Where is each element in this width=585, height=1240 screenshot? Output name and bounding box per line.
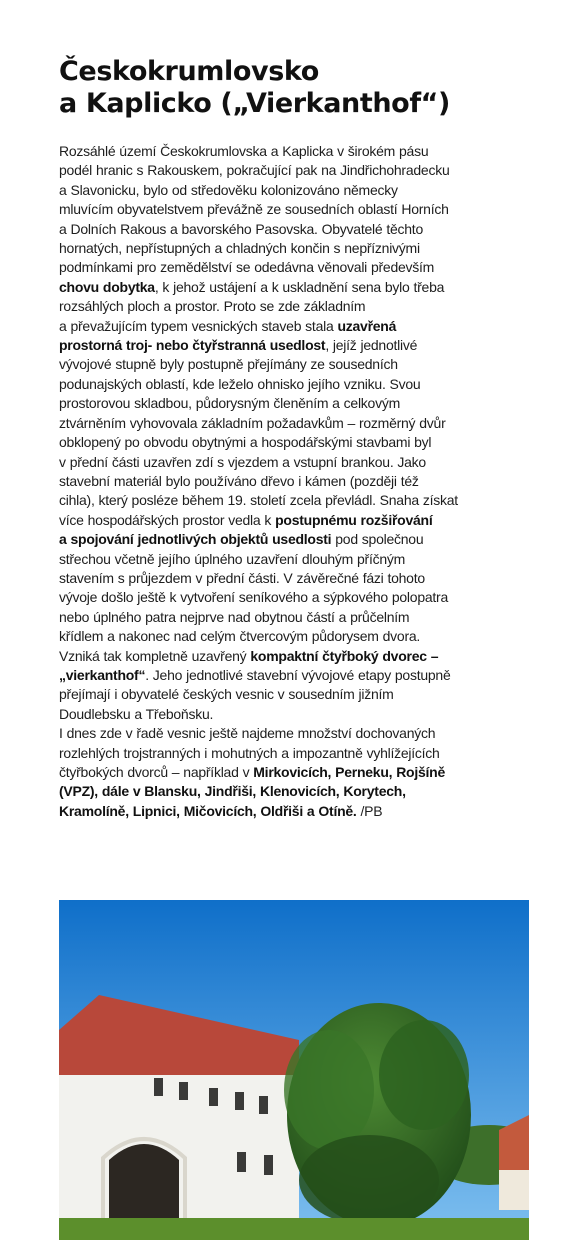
body-line [59, 666, 529, 685]
body-text-segment: cihla), který posléze během 19. století zcela převládl. Snaha získat [59, 492, 458, 509]
body-line [59, 375, 529, 394]
body-line [59, 569, 529, 588]
body-text-segment: Vzniká tak kompletně uzavřený [59, 647, 251, 664]
body-text-segment: vývoje došlo ještě k vytvoření seníkového a sýpkového polopatra [59, 589, 448, 606]
body-line [59, 472, 529, 491]
body-text-segment: podél hranic s Rakouskem, pokračující pak na Jindřichohradecku [59, 162, 450, 179]
body-text-segment: prostorovou skladbou, půdorysným členěním a celkovým [59, 395, 401, 412]
body-line [59, 142, 529, 161]
body-line [59, 550, 529, 569]
body-text-segment: ztvárněním vyhovovala základním požadavkům – rozměrný dvůr [59, 414, 446, 431]
body-text-segment: a Dolních Rakous a bavorského Pasovska. Obyvatelé těchto [59, 220, 423, 237]
body-text-segment: /PB [356, 802, 383, 819]
body-text-segment: více hospodářských prostor vedla k [59, 511, 276, 528]
article-body [59, 142, 529, 821]
emphasis-text: „vierkanthof“ [59, 666, 146, 683]
body-text-segment: a převažujícím typem vesnických staveb stala [59, 317, 338, 334]
body-text-segment: rozsáhlých ploch a prostor. Proto se zde základním [59, 298, 366, 315]
emphasis-text: Kramolíně, Lipnici, Mičovicích, Oldřiši a Otíně. [59, 802, 357, 819]
body-line [59, 394, 529, 413]
body-text-segment: křídlem a nakonec nad celým čtvercovým půdorysem dvora. [59, 628, 421, 645]
body-line [59, 491, 529, 510]
body-text-segment: stavením s průjezdem v přední části. V závěrečné fázi tohoto [59, 569, 425, 586]
body-text-segment: vývojové stupně byly postupně přejímány ze sousedních [59, 356, 398, 373]
body-line [59, 627, 529, 646]
body-line [59, 278, 529, 297]
body-text-segment: , k jehož ustájení a k uskladnění sena bylo třeba [154, 278, 445, 295]
body-text-segment: , jejíž jednotlivé [325, 337, 418, 354]
body-text-segment: mluvícím obyvatelstvem převážně ze sousedních oblastí Horních [59, 201, 449, 218]
body-line [59, 239, 529, 258]
body-text-segment: čtyřbokých dvorců – například v [59, 764, 254, 780]
emphasis-text: postupnému rozšiřování [275, 511, 433, 528]
body-line [59, 258, 529, 277]
body-line [59, 608, 529, 627]
farmstead-photo [59, 900, 529, 1240]
body-text-segment: pod společnou [331, 531, 424, 548]
body-line [59, 782, 529, 801]
gate-archway [109, 1144, 179, 1220]
body-line [59, 647, 529, 666]
body-line [59, 414, 529, 433]
body-line [59, 200, 529, 219]
title-line-2: a Kaplicko („Vierkanthof“) [59, 88, 450, 119]
emphasis-text: chovu dobytka [59, 278, 155, 295]
body-line [59, 355, 529, 374]
body-line [59, 588, 529, 607]
body-line [59, 763, 529, 782]
body-line [59, 705, 529, 724]
body-line [59, 453, 529, 472]
neighbour-wall [499, 1170, 529, 1210]
body-text-segment: stavební materiál bylo používáno dřevo i kámen (později též [59, 472, 419, 489]
body-line [59, 530, 529, 549]
linden-tree [284, 1003, 471, 1227]
body-line [59, 433, 529, 452]
body-text-segment: . Jeho jednotlivé stavební vývojové etapy postupně [145, 666, 451, 683]
emphasis-text: (VPZ), dále v Blansku, Jindřiši, Klenovicích, Korytech, [59, 783, 406, 800]
body-text-segment: a Slavonicku, bylo od středověku kolonizováno německy [59, 181, 398, 198]
body-line [59, 685, 529, 704]
emphasis-text: a spojování jednotlivých objektů usedlosti [59, 531, 332, 548]
article-title [59, 56, 450, 120]
body-text-segment: hornatých, nepřístupných a chladných končin s nepříznivými [59, 240, 420, 257]
farmstead-illustration [59, 900, 529, 1240]
body-text-segment: střechou včetně jejího úplného uzavření dlouhým příčným [59, 550, 406, 567]
grass [59, 1218, 529, 1240]
emphasis-text: Mirkovicích, Perneku, Rojšíně [253, 764, 446, 780]
body-text-segment: podunajských oblastí, kde leželo ohnisko jejího vzniku. Svou [59, 375, 421, 392]
body-line [59, 802, 529, 821]
body-line [59, 220, 529, 239]
body-line [59, 336, 529, 355]
body-text-segment: nebo úplného patra nejprve nad obytnou částí a průčelním [59, 608, 410, 625]
body-text-segment: rozlehlých trojstranných i mohutných a impozantně vyhlížejících [59, 744, 440, 761]
body-line [59, 317, 529, 336]
body-line [59, 181, 529, 200]
body-line [59, 297, 529, 316]
body-text-segment: Rozsáhlé území Českokrumlovska a Kaplicka v širokém pásu [59, 143, 429, 159]
body-line [59, 161, 529, 180]
title-line-1: Českokrumlovsko [59, 56, 319, 87]
emphasis-text: kompaktní čtyřboký dvorec – [250, 647, 439, 664]
body-text-segment: Doudlebsku a Třeboňsku. [59, 705, 214, 722]
body-line [59, 511, 529, 530]
body-text-segment: obklopený po obvodu obytnými a hospodářskými stavbami byl [59, 434, 432, 451]
body-text-segment: podmínkami pro zemědělství se odedávna věnovali především [59, 259, 435, 276]
emphasis-text: prostorná troj- nebo čtyřstranná usedlost [59, 337, 326, 354]
body-line [59, 744, 529, 763]
emphasis-text: uzavřená [337, 317, 397, 334]
body-text-segment: I dnes zde v řadě vesnic ještě najdeme množství dochovaných [59, 725, 436, 742]
body-line [59, 724, 529, 743]
body-text-segment: přejímají i obyvatelé českých vesnic v sousedním jižním [59, 686, 394, 703]
body-text-segment: v přední části uzavřen zdí s vjezdem a vstupní brankou. Jako [59, 453, 426, 470]
